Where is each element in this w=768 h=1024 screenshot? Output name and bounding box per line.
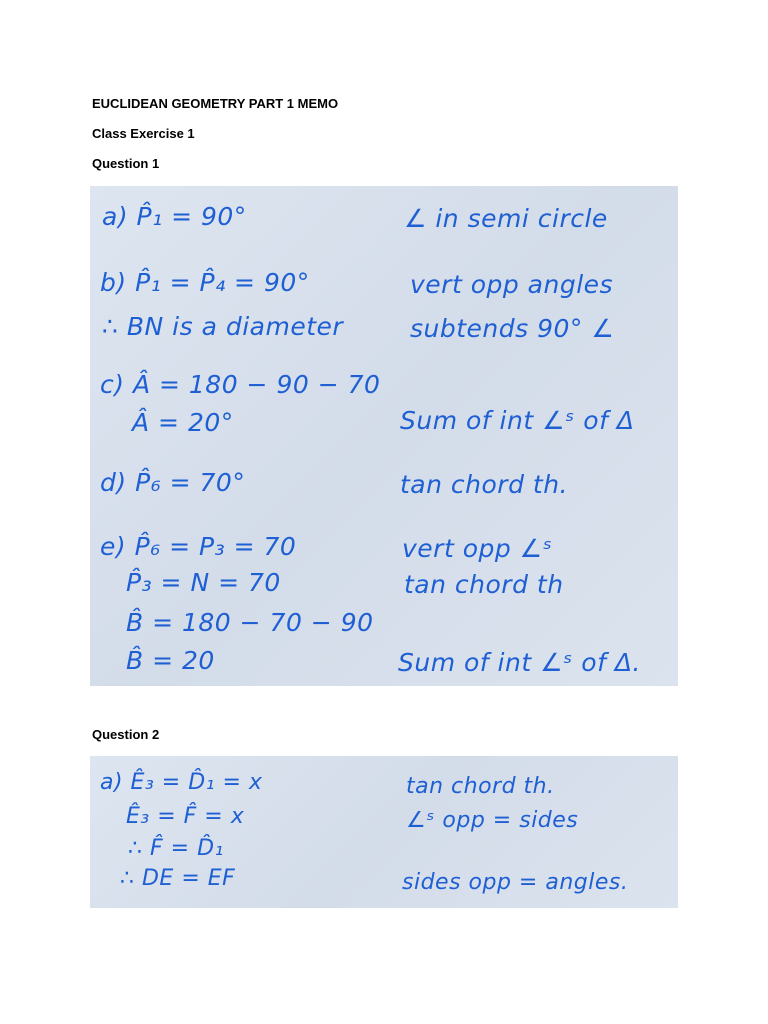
q1-statement: b) P̂₁ = P̂₄ = 90° <box>100 268 310 297</box>
q1-statement: P̂₃ = N = 70 <box>126 568 281 597</box>
q1-reason: subtends 90° ∠ <box>410 314 615 343</box>
document-title: EUCLIDEAN GEOMETRY PART 1 MEMO <box>92 96 339 111</box>
section-heading: Class Exercise 1 <box>92 126 195 141</box>
q2-reason: ∠ˢ opp = sides <box>406 808 579 833</box>
q2-statement: ∴ DE = EF <box>120 866 236 891</box>
q1-reason: Sum of int ∠ˢ of Δ <box>400 406 635 435</box>
q1-reason: vert opp ∠ˢ <box>402 534 553 563</box>
q1-reason: tan chord th. <box>400 470 568 499</box>
q1-reason: vert opp angles <box>410 270 614 299</box>
q1-statement: e) P̂₆ = P₃ = 70 <box>100 532 297 561</box>
q2-reason: sides opp = angles. <box>402 870 629 895</box>
q1-statement: c) Â = 180 − 90 − 70 <box>100 370 381 399</box>
q1-statement: Â = 20° <box>132 408 234 437</box>
q2-statement: Ê₃ = F̂ = x <box>126 804 245 829</box>
q1-statement: d) P̂₆ = 70° <box>100 468 246 497</box>
q2-statement: ∴ F̂ = D̂₁ <box>128 836 224 861</box>
q1-statement: ∴ BN is a diameter <box>102 312 344 341</box>
q1-statement: B̂ = 180 − 70 − 90 <box>126 608 374 637</box>
question-2-scan <box>90 756 678 908</box>
q1-statement: B̂ = 20 <box>126 646 215 675</box>
q1-reason: ∠ in semi circle <box>404 204 608 233</box>
q2-reason: tan chord th. <box>406 774 555 799</box>
question-1-heading: Question 1 <box>92 156 160 171</box>
q1-statement: a) P̂₁ = 90° <box>102 202 247 231</box>
q1-reason: Sum of int ∠ˢ of Δ. <box>398 648 641 677</box>
question-2-heading: Question 2 <box>92 727 160 742</box>
question-1-scan <box>90 186 678 686</box>
q2-statement: a) Ê₃ = D̂₁ = x <box>100 770 263 795</box>
q1-reason: tan chord th <box>404 570 564 599</box>
